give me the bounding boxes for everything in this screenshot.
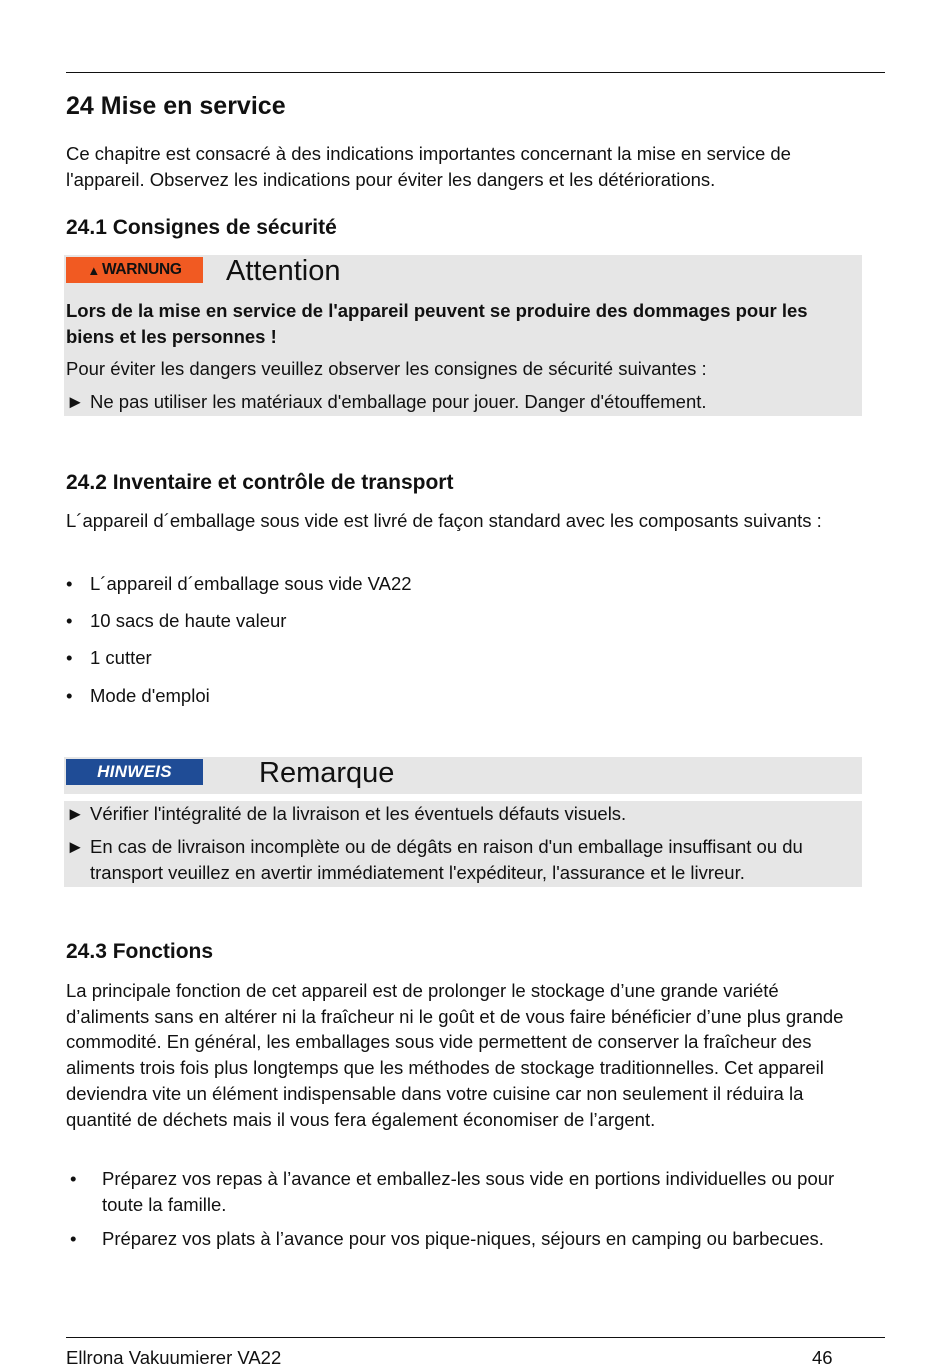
inventory-intro: L´appareil d´emballage sous vide est livré de façon standard avec les composants suivants : [66, 510, 822, 531]
arrow-icon: ► [66, 803, 85, 824]
note-box-title: Remarque [259, 757, 395, 789]
list-item-text: 1 cutter [90, 647, 152, 668]
section-title: 24 Mise en service [66, 92, 286, 120]
bullet-icon: • [66, 610, 73, 631]
footer-rule [66, 1337, 885, 1338]
warning-badge-label: WARNUNG [101, 261, 182, 278]
note-item-text: Vérifier l'intégralité de la livraison et les éventuels défauts visuels. [90, 803, 627, 824]
warning-badge [66, 257, 203, 283]
warning-triangle-icon: ▲ [87, 262, 100, 278]
note-item [66, 834, 856, 885]
list-item [66, 1226, 856, 1252]
warning-text: Pour éviter les dangers veuillez observer les consignes de sécurité suivantes : [66, 358, 707, 379]
header-rule [66, 72, 885, 73]
footer-product: Ellrona Vakuumierer VA22 [66, 1347, 282, 1368]
list-item-text: Préparez vos repas à l’avance et emballez-les sous vide en portions individuelles ou pour toute la famille. [102, 1168, 835, 1215]
functions-text: La principale fonction de cet appareil est de prolonger le stockage d’une grande variété d’aliments sans en altérer ni la fraîcheur ni le goût et de vous faire bénéficier d’une plus grande commodité. En général, les emballages sous vide permettent de conserver la fraîcheur des aliments trois fois plus longtemps que les méthodes de stockage traditionnelles. Cet appareil deviendra vite un élément indispensable dans votre cuisine car non seulement il réduira la quantité de déchets mais il vous fera également économiser de l’argent. [66, 980, 844, 1130]
warning-box-title: Attention [226, 255, 341, 287]
bullet-icon: • [66, 573, 73, 594]
warning-item-text: Ne pas utiliser les matériaux d'emballage pour jouer. Danger d'étouffement. [90, 391, 707, 412]
note-item [66, 801, 856, 827]
bullet-icon: • [66, 685, 73, 706]
list-item-text: 10 sacs de haute valeur [90, 610, 287, 631]
safety-title: 24.1 Consignes de sécurité [66, 216, 337, 239]
bullet-icon: • [66, 647, 73, 668]
page-number: 46 [812, 1347, 833, 1368]
bullet-icon: • [70, 1228, 77, 1249]
arrow-icon: ► [66, 391, 85, 412]
list-item-text: Mode d'emploi [90, 685, 210, 706]
functions-title: 24.3 Fonctions [66, 940, 214, 963]
inventory-title: 24.2 Inventaire et contrôle de transport [66, 471, 454, 494]
section-intro: Ce chapitre est consacré à des indications importantes concernant la mise en service de l'appareil. Observez les indications pour éviter les dangers et les détériorations. [66, 143, 791, 190]
arrow-icon: ► [66, 836, 85, 857]
list-item-text: L´appareil d´emballage sous vide VA22 [90, 573, 412, 594]
warning-item [66, 389, 856, 415]
note-badge: HINWEIS [66, 759, 203, 785]
list-item-text: Préparez vos plats à l’avance pour vos pique-niques, séjours en camping ou barbecues. [102, 1228, 824, 1249]
warning-bold-text: Lors de la mise en service de l'appareil peuvent se produire des dommages pour les biens et les personnes ! [66, 300, 808, 347]
note-item-text: En cas de livraison incomplète ou de dégâts en raison d'un emballage insuffisant ou du transport veuillez en avertir immédiatement l'expéditeur, l'assurance et le livreur. [90, 836, 803, 883]
list-item [66, 1166, 856, 1217]
bullet-icon: • [70, 1168, 77, 1189]
